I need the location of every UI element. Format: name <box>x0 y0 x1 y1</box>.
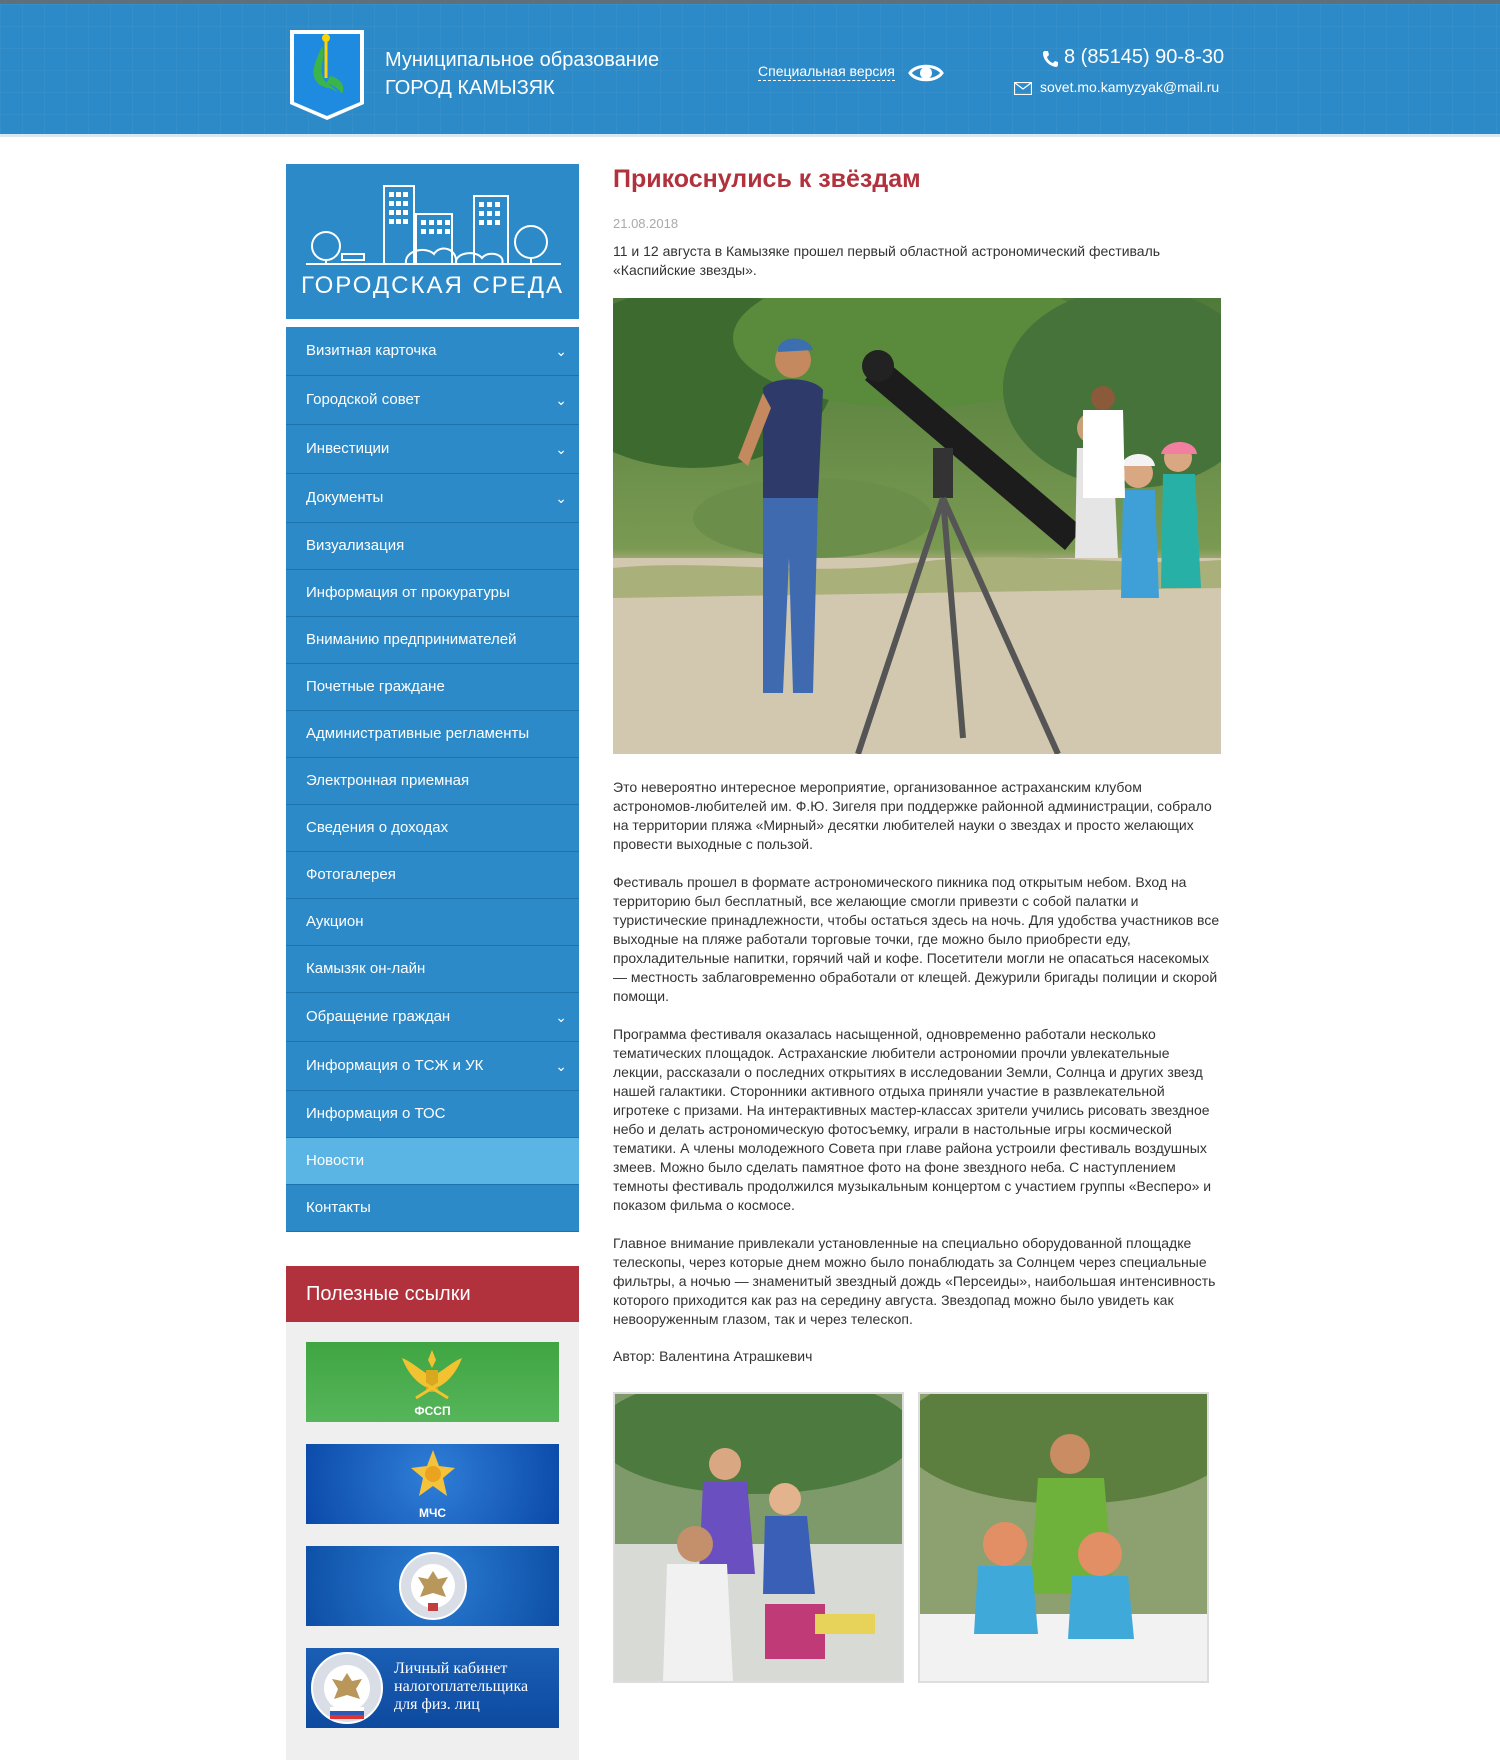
gallery-thumbnail[interactable] <box>613 1392 904 1683</box>
menu-item-predprinimateli[interactable] <box>286 617 579 664</box>
menu-item-label: Камызяк он-лайн <box>306 960 426 977</box>
useful-links-title: Полезные ссылки <box>286 1266 579 1322</box>
menu-item-priemnaya[interactable] <box>286 758 579 805</box>
mchs-link[interactable] <box>306 1444 559 1524</box>
chevron-down-icon[interactable]: ⌄ <box>555 1009 567 1025</box>
article-author: Автор: Валентина Атрашкевич <box>613 1348 813 1364</box>
phone-icon <box>1042 50 1058 68</box>
article-lead: 11 и 12 августа в Камызяке прошел первый областной астрономический фестиваль «Каспийские звезды». <box>613 243 1161 278</box>
fssp-link[interactable] <box>306 1342 559 1422</box>
menu-item-label: Фотогалерея <box>306 866 396 883</box>
mchs-emblem-icon <box>403 1446 463 1506</box>
menu-item-prokuratura[interactable] <box>286 570 579 617</box>
menu-item-label: Контакты <box>306 1199 371 1216</box>
menu-item-reglamenty[interactable] <box>286 711 579 758</box>
site-name-line1: Муниципальное образование <box>385 49 660 71</box>
useful-links-list <box>286 1322 579 1760</box>
menu-item-label: Информация о ТОС <box>306 1105 446 1122</box>
menu-item-label: Документы <box>306 489 384 506</box>
eye-icon[interactable] <box>908 60 944 86</box>
gorodskaya-sreda-banner[interactable] <box>286 164 579 323</box>
menu-item-label: Аукцион <box>306 913 364 930</box>
menu-item-label: Обращение граждан <box>306 1008 451 1025</box>
menu-item-kontakty[interactable] <box>286 1185 579 1232</box>
kids-drawing-photo-image <box>920 1394 1207 1681</box>
article-main-photo <box>613 298 1221 754</box>
menu-item-investicii[interactable] <box>286 425 579 474</box>
menu-item-label: Визуализация <box>306 537 405 554</box>
menu-item-dohody[interactable] <box>286 805 579 852</box>
menu-item-online[interactable] <box>286 946 579 993</box>
menu-item-label: Административные регламенты <box>306 725 530 742</box>
chevron-down-icon[interactable]: ⌄ <box>555 343 567 359</box>
fssp-label: ФССП <box>414 1404 451 1418</box>
article-title: Прикоснулись к звёздам <box>613 165 921 193</box>
mail-icon <box>1014 82 1032 95</box>
gallery-thumbnail[interactable] <box>918 1392 1209 1683</box>
menu-item-obraschenie[interactable] <box>286 993 579 1042</box>
site-name-line2: ГОРОД КАМЫЗЯК <box>385 77 555 99</box>
telescope-photo-image <box>613 298 1221 754</box>
taxpayer-cabinet-text <box>394 1660 528 1714</box>
menu-item-label: Почетные граждане <box>306 678 445 695</box>
cabinet-line-3: для физ. лиц <box>394 1696 480 1713</box>
menu-item-tos[interactable] <box>286 1091 579 1138</box>
menu-item-novosti[interactable] <box>286 1138 579 1185</box>
menu-item-dokumenty[interactable] <box>286 474 579 523</box>
city-skyline-icon <box>286 164 579 274</box>
menu-item-label: Информация о ТСЖ и УК <box>306 1057 484 1074</box>
city-crest-logo[interactable] <box>286 26 368 124</box>
menu-item-fotogalereya[interactable] <box>286 852 579 899</box>
article-date: 21.08.2018 <box>613 216 679 231</box>
article-gallery <box>613 1392 1221 1683</box>
cabinet-line-2: налогоплательщика <box>394 1678 529 1695</box>
menu-item-label: Новости <box>306 1152 365 1169</box>
email-link[interactable]: sovet.mo.kamyzyak@mail.ru <box>1040 79 1220 95</box>
article-paragraph: Это невероятно интересное мероприятие, организованное астраханским клубом астрономов-любителей им. Ф.Ю. Зигеля при поддержке районной администрации, собрало на территории пляжа «Мирный» десятки любителей науки о звездах и просто желающих провести выходные с пользой. <box>613 779 1212 852</box>
fns-emblem-icon <box>398 1549 468 1623</box>
banner-title: ГОРОДСКАЯ СРЕДА <box>300 272 565 299</box>
special-version-link[interactable]: Специальная версия <box>758 63 895 79</box>
mchs-label: МЧС <box>418 1506 447 1520</box>
fns-emblem-icon <box>310 1649 384 1727</box>
menu-item-pochetnye-grazhdane[interactable] <box>286 664 579 711</box>
site-header <box>0 4 1500 137</box>
main-menu <box>286 327 579 1232</box>
article-paragraph: Главное внимание привлекали установленные на специально оборудованной площадке телескопы, через которые днем можно было понаблюдать за Солнцем через специальные фильтры, а ночью — знаменитый звездный дождь «Персеиды», наибольшая интенсивность которого приходится как раз на середину августа. Звездопад можно было увидеть как невооруженным глазом, так и через телескоп. <box>613 1235 1216 1327</box>
fns-link[interactable] <box>306 1546 559 1626</box>
menu-item-vizitnaya-kartochka[interactable] <box>286 327 579 376</box>
menu-item-label: Электронная приемная <box>306 772 470 789</box>
menu-item-tszh[interactable] <box>286 1042 579 1091</box>
site-name[interactable] <box>385 46 659 102</box>
board-games-photo-image <box>615 1394 902 1681</box>
article-paragraph: Программа фестиваля оказалась насыщенной, одновременно работали несколько тематических площадок. Астраханские любители астрономии прочли увлекательные лекции, рассказали о последних открытиях в исследовании Земли, Солнца и других звезд нашей галактики. Сторонники активного отдыха приняли участие в развлекательной игротеке с призами. На интерактивных мастер-классах зрители учились рисовать звездное небо и делать астрономическую фотосъемку, играли в настольные игры космической тематики. А члены молодежного Совета при главе района устроили фестиваль воздушных змеев. Можно было сделать памятное фото на фоне звездного неба. С наступлением темноты фестиваль продолжился музыкальным концертом с участием группы «Весперо» и показом фильма о космосе. <box>613 1026 1212 1213</box>
menu-item-label: Инвестиции <box>306 440 390 457</box>
menu-item-label: Городской совет <box>306 391 421 408</box>
eagle-emblem-icon <box>392 1344 472 1408</box>
article-paragraph: Фестиваль прошел в формате астрономического пикника под открытым небом. Вход на территорию был бесплатный, все желающие смогли привезти с собой палатки и туристические принадлежности, чтобы остаться здесь на ночь. Для удобства участников все выходные на пляже работали торговые точки, где можно было приобрести еду, прохладительные напитки, горячий чай и кофе. Посетители могли не опасаться насекомых — местность заблаговременно обработали от клещей. Дежурили бригады полиции и скорой помощи. <box>613 874 1220 1004</box>
chevron-down-icon[interactable]: ⌄ <box>555 490 567 506</box>
chevron-down-icon[interactable]: ⌄ <box>555 441 567 457</box>
chevron-down-icon[interactable]: ⌄ <box>555 392 567 408</box>
chevron-down-icon[interactable]: ⌄ <box>555 1058 567 1074</box>
sidebar <box>286 164 579 1760</box>
article <box>613 164 1221 1683</box>
menu-item-label: Информация от прокуратуры <box>306 584 510 601</box>
menu-item-label: Визитная карточка <box>306 342 437 359</box>
menu-item-gorodskoy-sovet[interactable] <box>286 376 579 425</box>
menu-item-aukcion[interactable] <box>286 899 579 946</box>
taxpayer-cabinet-link[interactable] <box>306 1648 559 1728</box>
phone-number[interactable]: 8 (85145) 90-8-30 <box>1064 46 1225 68</box>
menu-item-vizualizaciya[interactable] <box>286 523 579 570</box>
cabinet-line-1: Личный кабинет <box>394 1660 508 1677</box>
menu-item-label: Вниманию предпринимателей <box>306 631 517 648</box>
menu-item-label: Сведения о доходах <box>306 819 449 836</box>
